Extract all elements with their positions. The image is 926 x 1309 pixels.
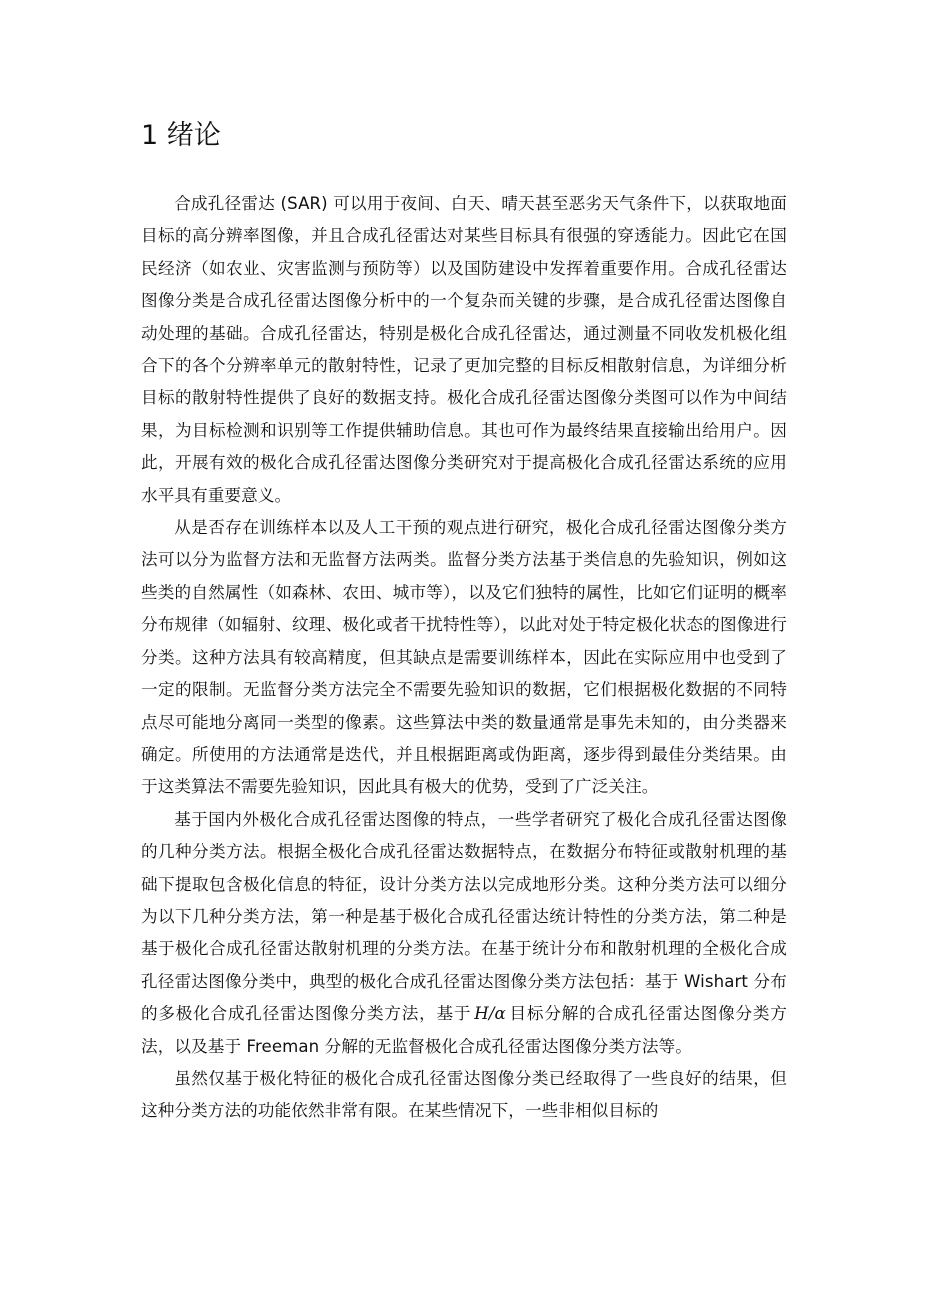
body-text xyxy=(141,188,787,1128)
paragraph-text-after-math: 目标分解的合成孔径雷达图像分类方法，以及基于 Freeman 分解的无监督极化合成孔径雷达图像分类方法等。 xyxy=(141,1004,787,1056)
paragraph-supervised-unsupervised: 从是否存在训练样本以及人工干预的观点进行研究，极化合成孔径雷达图像分类方法可以分为监督方法和无监督方法两类。监督分类方法基于类信息的先验知识，例如这些类的自然属性（如森林、农田、城市等），以及它们独特的属性，比如它们证明的概率分布规律（如辐射、纹理、极化或者干扰特性等），以此对处于特定极化状态的图像进行分类。这种方法具有较高精度，但其缺点是需要训练样本，因此在实际应用中也受到了一定的限制。无监督分类方法完全不需要先验知识的数据，它们根据极化数据的不同特点尽可能地分离同一类型的像素。这些算法中类的数量通常是事先未知的，由分类器来确定。所使用的方法通常是迭代，并且根据距离或伪距离，逐步得到最佳分类结果。由于这类算法不需要先验知识，因此具有极大的优势，受到了广泛关注。 xyxy=(141,518,787,797)
paragraph-classification-methods xyxy=(141,804,787,1063)
chapter-title: 1 绪论 xyxy=(141,120,221,151)
paragraph-text-before-math: 基于国内外极化合成孔径雷达图像的特点，一些学者研究了极化合成孔径雷达图像的几种分类方法。根据全极化合成孔径雷达数据特点，在数据分布特征或散射机理的基础下提取包含极化信息的特征，设计分类方法以完成地形分类。这种分类方法可以细分为以下几种分类方法，第一种是基于极化合成孔径雷达统计特性的分类方法，第二种是基于极化合成孔径雷达散射机理的分类方法。在基于统计分布和散射机理的全极化合成孔径雷达图像分类中，典型的极化合成孔径雷达图像分类方法包括：基于 Wishart 分布的多极化合成孔径雷达图像分类方法，基于 xyxy=(141,809,787,1024)
paragraph-sar-introduction: 合成孔径雷达 (SAR) 可以用于夜间、白天、晴天甚至恶劣天气条件下，以获取地面目标的高分辨率图像，并且合成孔径雷达对某些目标具有很强的穿透能力。因此它在国民经济（如农业、灾害监测与预防等）以及国防建设中发挥着重要作用。合成孔径雷达图像分类是合成孔径雷达图像分析中的一个复杂而关键的步骤，是合成孔径雷达图像自动处理的基础。合成孔径雷达，特别是极化合成孔径雷达，通过测量不同收发机极化组合下的各个分辨率单元的散射特性，记录了更加完整的目标反相散射信息，为详细分析目标的散射特性提供了良好的数据支持。极化合成孔径雷达图像分类图可以作为中间结果，为目标检测和识别等工作提供辅助信息。其也可作为最终结果直接输出给用户。因此，开展有效的极化合成孔径雷达图像分类研究对于提高极化合成孔径雷达系统的应用水平具有重要意义。 xyxy=(141,194,787,505)
paragraph-polarimetric-limitations: 虽然仅基于极化特征的极化合成孔径雷达图像分类已经取得了一些良好的结果，但这种分类方法的功能依然非常有限。在某些情况下，一些非相似目标的 xyxy=(141,1068,787,1121)
math-h-alpha: H/α xyxy=(474,1004,506,1024)
